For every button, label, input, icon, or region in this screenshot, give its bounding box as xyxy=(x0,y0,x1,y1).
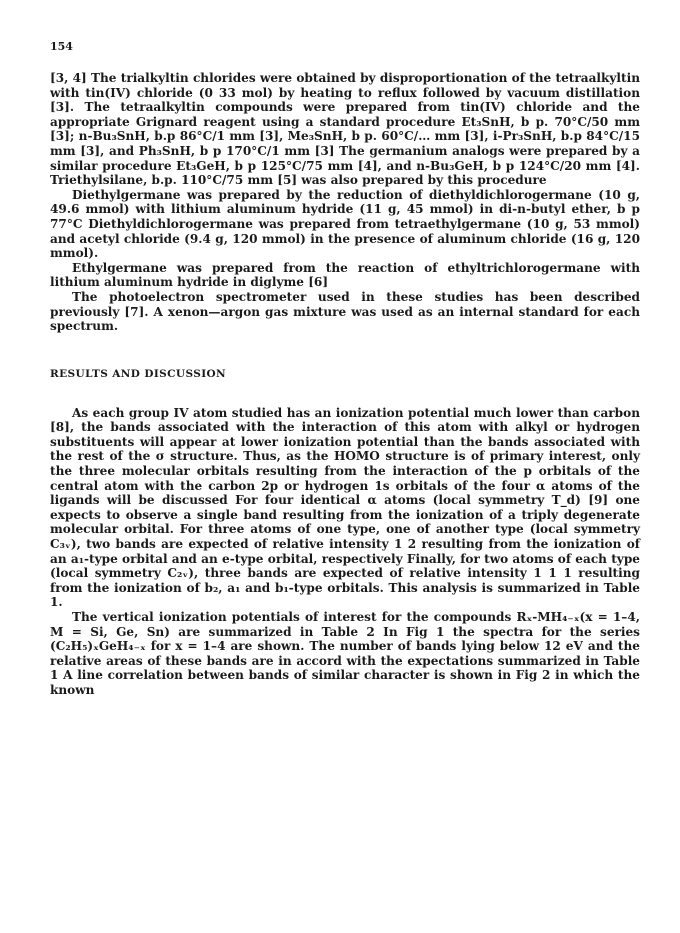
paragraph-diethylgermane: Diethylgermane was prepared by the reduction of diethyldichlorogermane (10 g, 49.6 mmol) with lithium aluminum hydride (11 g, 45 mmol) in di-n-butyl ether, b p 77°C Diethyldichlorogermane was prepared from tetraethylgermane (10 g, 53 mmol) and acetyl chloride (9.4 g, 120 mmol) in the presence of aluminum chloride (16 g, 120 mmol). xyxy=(50,187,640,261)
page-number: 154 xyxy=(50,40,73,53)
paragraph-results-ionization: The vertical ionization potentials of interest for the compounds Rₓ-MH₄₋ₓ(x = 1–4, M = Si, Ge, Sn) are summarized in Table 2 In Fig 1 the spectra for the series (C₂H₅)ₓGeH₄₋ₓ for x = 1–4 are shown. The number of bands lying below 12 eV and the relative areas of these bands are in accord with the expectations summarized in Table 1 A line correlation between bands of similar character is shown in Fig 2 in which the known xyxy=(50,610,640,697)
section-heading: RESULTS AND DISCUSSION xyxy=(50,367,227,380)
paragraph-spectrometer: The photoelectron spectrometer used in these studies has been described previously [7]. A xenon—argon gas mixture was used as an internal standard for each spectrum. xyxy=(50,289,640,334)
paragraph-methods-preparation: [3, 4] The trialkyltin chlorides were obtained by disproportionation of the tetraalkyltin with tin(IV) chloride (0 33 mol) by heating to reflux followed by vacuum distillation [3]. The tetraalkyltin compounds were prepared from tin(IV) chloride and the appropriate Grignard reagent using a standard procedure Et₃SnH, b p. 70°C/50 mm [3]; n-Bu₃SnH, b.p 86°C/1 mm [3], Me₃SnH, b p. 60°C/… mm [3], i-Pr₃SnH, b.p 84°C/15 mm [3], and Ph₃SnH, b p 170°C/1 mm [3] The germanium analogs were prepared by a similar procedure Et₃GeH, b p 125°C/75 mm [4], and n-Bu₃GeH, b p 124°C/20 mm [4]. Triethylsilane, b.p. 110°C/75 mm [5] was also prepared by this procedure xyxy=(50,71,640,188)
paragraph-ethylgermane: Ethylgermane was prepared from the reaction of ethyltrichlorogermane with lithium aluminum hydride in diglyme [6] xyxy=(50,260,640,290)
page xyxy=(50,40,640,698)
paragraph-results-analysis: As each group IV atom studied has an ionization potential much lower than carbon [8], the bands associated with the interaction of this atom with alkyl or hydrogen substituents will appear at lower ionization potential than the bands associated with the rest of the σ structure. Thus, as the HOMO structure is of primary interest, only the three molecular orbitals resulting from the interaction of the p orbitals of the central atom with the carbon 2p or hydrogen 1s orbitals of the four α atoms of the ligands will be discussed For four identical α atoms (local symmetry T_d) [9] one expects to observe a single band resulting from the ionization of a triply degenerate molecular orbital. For three atoms of one type, one of another type (local symmetry C₃ᵥ), two bands are expected of relative intensity 1 2 resulting from the ionization of an a₁-type orbital and an e-type orbital, respectively Finally, for two atoms of each type (local symmetry C₂ᵥ), three bands are expected of relative intensity 1 1 1 resulting from the ionization of b₂, a₁ and b₁-type orbitals. This analysis is summarized in Table 1. xyxy=(50,405,640,610)
